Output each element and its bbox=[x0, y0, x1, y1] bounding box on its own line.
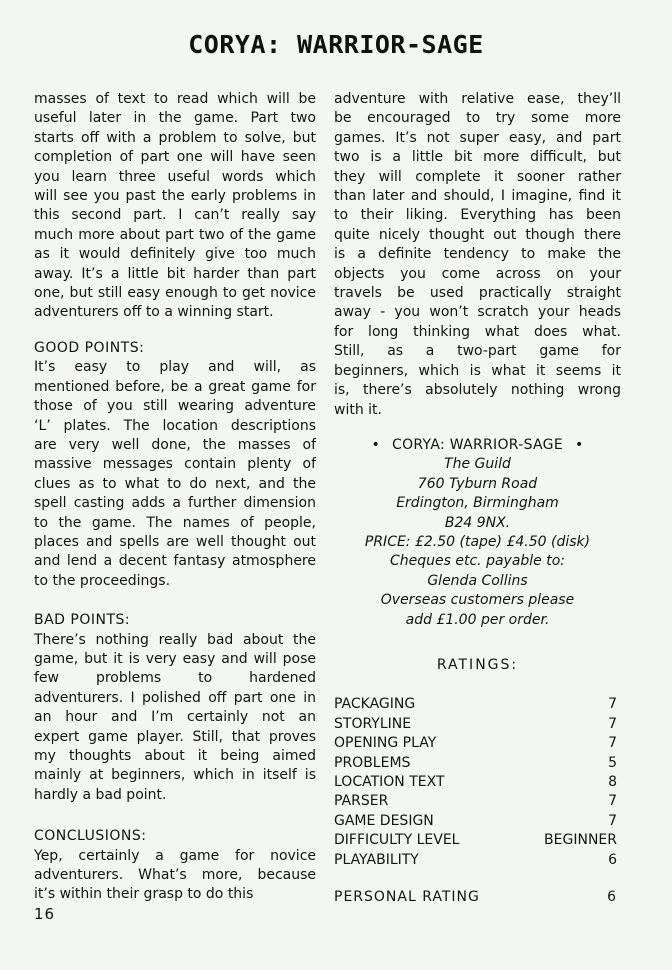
text-line: my thoughts about it being aimed bbox=[34, 748, 316, 764]
rating-row bbox=[334, 812, 621, 831]
rating-row bbox=[334, 851, 621, 870]
text-line: ‘L’ plates. The location descriptions bbox=[34, 417, 316, 434]
rating-label: PARSER bbox=[334, 793, 389, 810]
text-line: adventure with relative ease, they’ll bbox=[334, 91, 621, 107]
text-line: game, but it is very easy and will pose bbox=[34, 650, 316, 667]
rating-value: 6 bbox=[608, 851, 617, 868]
rating-row bbox=[334, 734, 621, 753]
rating-row bbox=[334, 792, 621, 811]
personal-rating-value: 6 bbox=[607, 888, 617, 905]
good-points-paragraph bbox=[34, 358, 316, 591]
bullet-icon: • bbox=[371, 436, 381, 453]
overseas-charge: add £1.00 per order. bbox=[405, 611, 550, 628]
rating-value: 7 bbox=[608, 793, 617, 810]
ratings-table bbox=[334, 695, 621, 907]
text-line: beginners, which is what it seems it bbox=[334, 362, 621, 379]
text-line: travels be used practically straight bbox=[334, 285, 621, 302]
text-line: to their liking. Everything has been bbox=[334, 207, 621, 224]
text-line: two is a little bit more difficult, but bbox=[334, 149, 621, 166]
rating-label: DIFFICULTY LEVEL bbox=[334, 832, 460, 849]
text-line: it’s within their grasp to do this bbox=[34, 886, 254, 903]
bad-points-paragraph bbox=[34, 631, 316, 806]
game-name: CORYA: WARRIOR-SAGE bbox=[392, 436, 563, 453]
text-line: and lend a decent fantasy atmosphere bbox=[34, 553, 316, 570]
payee: Glenda Collins bbox=[427, 572, 528, 589]
text-line: adventurers. I polished off part one in bbox=[34, 689, 316, 706]
text-line: completion of part one will have seen bbox=[34, 149, 316, 166]
rating-value: BEGINNER bbox=[544, 832, 617, 849]
text-line: objects you come across on your bbox=[334, 265, 621, 282]
rating-row bbox=[334, 831, 621, 850]
text-line: with it. bbox=[334, 401, 382, 418]
rating-label: PROBLEMS bbox=[334, 754, 411, 771]
text-line: be encouraged to try some more bbox=[334, 110, 621, 127]
text-line: this second part. I can’t really say bbox=[34, 207, 316, 224]
right-column bbox=[334, 90, 621, 907]
text-line: clues as to what to do next, and the bbox=[34, 475, 316, 492]
text-line: for long thinking what does what. bbox=[334, 323, 621, 340]
text-line: games. It’s not super easy, and part bbox=[334, 129, 621, 146]
text-line: are very well done, the masses of bbox=[34, 436, 316, 453]
text-line: than later and should, I imagine, find it bbox=[334, 188, 621, 205]
conclusions-heading: CONCLUSIONS: bbox=[34, 828, 147, 845]
rating-row bbox=[334, 715, 621, 734]
payment-note: Cheques etc. payable to: bbox=[389, 553, 566, 570]
game-info-box bbox=[334, 436, 621, 630]
text-line: away - you won’t scratch your heads bbox=[334, 304, 621, 321]
text-line: will see you past the early problems in bbox=[34, 188, 316, 205]
rating-label: OPENING PLAY bbox=[334, 735, 437, 752]
text-line: is a definite tendency to make the bbox=[334, 246, 621, 263]
text-line: quite nicely thought out though there bbox=[334, 226, 621, 243]
text-line: much more about part two of the game bbox=[34, 226, 316, 243]
text-line: to the game. The names of people, bbox=[34, 514, 316, 531]
address-postcode: B24 9NX. bbox=[444, 514, 511, 531]
rating-value: 5 bbox=[608, 754, 617, 771]
text-line: masses of text to read which will be bbox=[34, 91, 316, 107]
rating-label: PLAYABILITY bbox=[334, 851, 419, 868]
text-line: adventurers. What’s more, because bbox=[34, 867, 316, 884]
rating-label: GAME DESIGN bbox=[334, 812, 434, 829]
rating-value: 7 bbox=[608, 696, 617, 713]
conclusions-continued-paragraph bbox=[334, 90, 621, 420]
page-number: 16 bbox=[34, 904, 56, 923]
text-line: to the proceedings. bbox=[34, 572, 171, 589]
text-line: away. It’s a little bit harder than part bbox=[34, 265, 316, 282]
text-line: one, but still easy enough to get novice bbox=[34, 285, 316, 302]
text-line: you learn three useful words which bbox=[34, 168, 316, 185]
rating-row bbox=[334, 754, 621, 773]
address-street: 760 Tyburn Road bbox=[417, 475, 538, 492]
text-line: adventurers off to a winning start. bbox=[34, 304, 274, 321]
rating-value: 7 bbox=[608, 715, 617, 732]
text-line: starts off with a problem to solve, but bbox=[34, 129, 316, 146]
text-line: It’s easy to play and will, as bbox=[34, 359, 316, 376]
text-line: mainly at beginners, which in itself is bbox=[34, 767, 316, 784]
left-column bbox=[34, 90, 316, 924]
rating-value: 7 bbox=[608, 735, 617, 752]
address-city: Erdington, Birmingham bbox=[396, 495, 559, 512]
bullet-icon: • bbox=[574, 436, 584, 453]
text-line: expert game player. Still, that proves bbox=[34, 728, 316, 745]
text-line: as it would definitely give too much bbox=[34, 246, 316, 263]
text-line: spell casting adds a further dimension bbox=[34, 495, 316, 512]
ratings-heading: RATINGS: bbox=[436, 656, 519, 673]
text-line: they will complete it sooner rather bbox=[334, 168, 621, 185]
text-line: an hour and I’m certainly not an bbox=[34, 709, 316, 726]
conclusions-paragraph bbox=[34, 847, 316, 905]
rating-value: 8 bbox=[608, 773, 617, 790]
rating-label: LOCATION TEXT bbox=[334, 773, 445, 790]
rating-value: 7 bbox=[608, 812, 617, 829]
page-title: CORYA: WARRIOR-SAGE bbox=[188, 30, 484, 59]
bad-points-heading: BAD POINTS: bbox=[34, 612, 131, 629]
text-line: places and spells are well thought out bbox=[34, 533, 316, 550]
text-line: massive messages contain plenty of bbox=[34, 456, 316, 473]
text-line: is, there’s absolutely nothing wrong bbox=[334, 382, 621, 399]
personal-rating-row bbox=[334, 888, 621, 907]
rating-label: PACKAGING bbox=[334, 696, 416, 713]
text-line: hardly a bad point. bbox=[34, 786, 167, 803]
text-line: few problems to hardened bbox=[34, 670, 316, 687]
rating-row bbox=[334, 773, 621, 792]
intro-paragraph bbox=[34, 90, 316, 323]
good-points-heading: GOOD POINTS: bbox=[34, 339, 145, 356]
rating-row bbox=[334, 695, 621, 714]
text-line: mentioned before, be a great game for bbox=[34, 378, 316, 395]
text-line: those of you still wearing adventure bbox=[34, 398, 316, 415]
personal-rating-label: PERSONAL RATING bbox=[334, 888, 480, 905]
text-line: useful later in the game. Part two bbox=[34, 110, 316, 127]
publisher-name: The Guild bbox=[444, 456, 511, 473]
rating-label: STORYLINE bbox=[334, 715, 412, 732]
overseas-note: Overseas customers please bbox=[380, 592, 575, 609]
game-info-title bbox=[334, 436, 621, 455]
text-line: Yep, certainly a game for novice bbox=[34, 847, 316, 864]
text-line: There’s nothing really bad about the bbox=[34, 631, 316, 648]
price: PRICE: £2.50 (tape) £4.50 (disk) bbox=[364, 533, 591, 550]
text-line: Still, as a two-part game for bbox=[334, 343, 621, 360]
